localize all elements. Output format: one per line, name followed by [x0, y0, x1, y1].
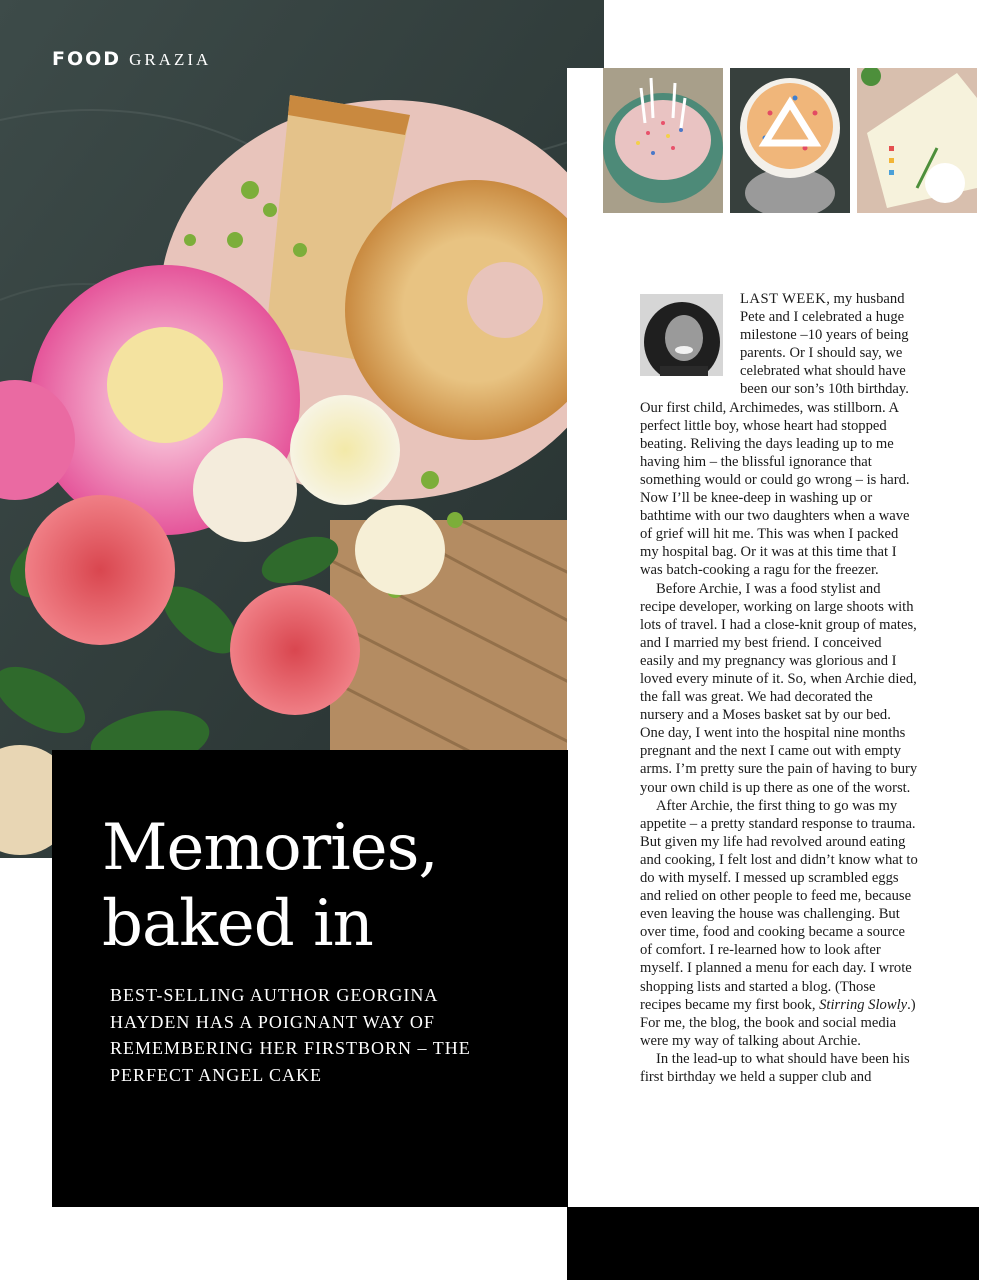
cake-and-flowers-illustration: [0, 0, 604, 858]
thumb-sprinkle-cake: [603, 68, 723, 213]
standfirst: BEST-SELLING AUTHOR GEORGINA HAYDEN HAS A POIGNANT WAY OF REMEMBERING HER FIRSTBORN – THE PERFECT ANGEL CAKE: [110, 985, 471, 1085]
paragraph-text: After Archie, the first thing to go was my appetite – a pretty standard response to trauma. But given my life had revolved around eating and cooking, I felt lost and didn’t know what to do with myself. I messed up scrambled eggs and relied on other people to feed me, because even leaving the house was challenging. But over time, food and cooking became a source of comfort. I re-learned how to look after myself. I planned a menu for each day. I wrote shopping lists and started a blog. (Those recipes became my first book,: [640, 797, 918, 1013]
brand-label: GRAZIA: [129, 50, 212, 69]
thumb-iced-cake: [857, 68, 977, 213]
bottom-black-block: [567, 1207, 979, 1280]
iced-cake-photo: [857, 68, 977, 213]
masthead: [52, 48, 211, 70]
headline-line: baked in: [102, 887, 373, 961]
thumb-triangle-cake: [730, 68, 850, 213]
headline: [102, 810, 438, 962]
paragraph-text: .) For me, the blog, the book and social media were my way of talking about Archie.: [640, 996, 916, 1049]
headline-box: [52, 750, 568, 1207]
portrait-spacer: [640, 290, 740, 389]
triangle-cake-photo: [730, 68, 850, 213]
lead-in: LAST WEEK: [740, 291, 827, 307]
book-title: Stirring Slowly: [819, 996, 908, 1013]
paragraph-text: , my husband Pete and I celebrated a huge milestone –10 years of being parents. Or I should say, we celebrated what should have been our son’s 10th birthday. Our first child, Archimedes, was stillborn. A perfect little boy, whose heart had stopped beating. Reliving the days leading up to me having him – the blissful ignorance that something would or could go wrong – is hard. Now I’ll be knee-deep in washing up or bathtime with our two daughters when a wave of grief will hit me. This was when I packed my hospital bag. Or it was at this time that I was batch-cooking a ragu for the freezer.: [640, 291, 910, 579]
headline-line: Memories,: [102, 811, 438, 885]
thumbnail-strip: [603, 68, 977, 213]
article-body: [640, 290, 918, 1086]
article-paragraph: [640, 797, 918, 1050]
article-paragraph: In the lead-up to what should have been his first birthday we held a supper club and: [640, 1050, 910, 1086]
hero-photo: [0, 0, 604, 858]
section-label: FOOD: [52, 48, 122, 70]
sprinkle-cake-photo: [603, 68, 723, 213]
article-paragraph: Before Archie, I was a food stylist and recipe developer, working on large shoots with lots of travel. I had a close-knit group of mates, and I married my best friend. I conceived easily and my pregnancy was glorious and I loved every minute of it. So, when Archie died, the fall was great. We had decorated the nursery and a Moses basket sat by our bed. One day, I went into the hospital nine months pregnant and the next I came out with empty arms. I’m pretty sure the pain of having to bury your own child is up there as one of the worst.: [640, 580, 918, 796]
